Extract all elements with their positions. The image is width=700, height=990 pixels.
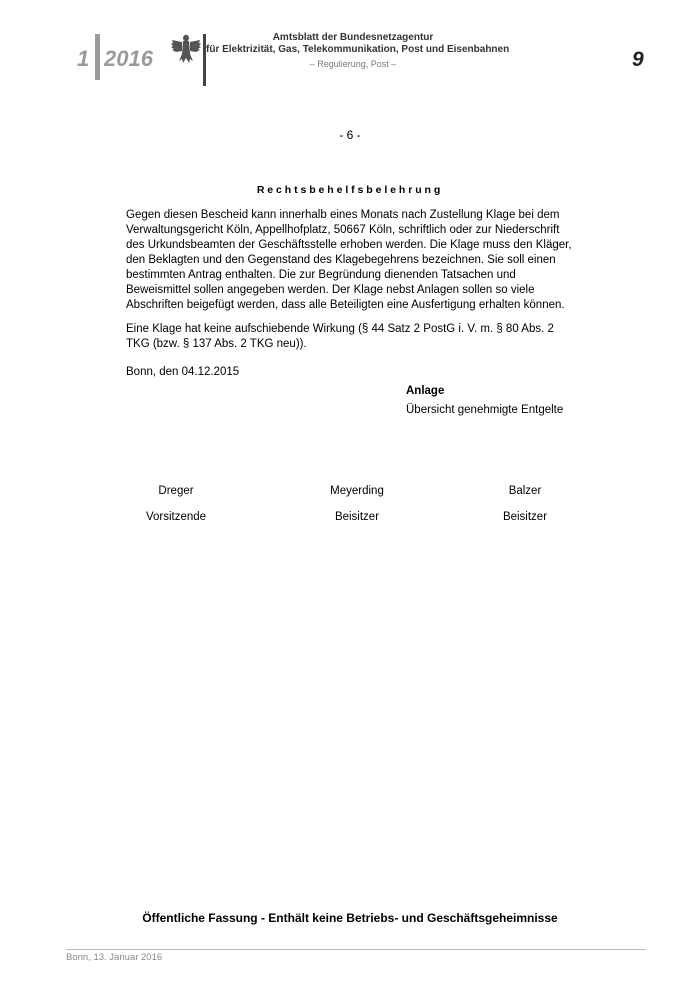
- attachment-title: Anlage: [406, 385, 445, 397]
- suspensive-effect-paragraph: Eine Klage hat keine aufschiebende Wirkung (§ 44 Satz 2 PostG i. V. m. § 80 Abs. 2 TKG (bzw. § 137 Abs. 2 TKG neu)).: [126, 323, 554, 350]
- public-version-note: Öffentliche Fassung - Enthält keine Betriebs- und Geschäftsgeheimnisse: [142, 911, 558, 925]
- signatory-role: Beisitzer: [502, 511, 548, 523]
- issue-year: 2016: [104, 46, 153, 71]
- issue-number: 1: [77, 46, 90, 71]
- attachment-description: Übersicht genehmigte Entgelte: [406, 404, 564, 416]
- internal-page-marker: - 6 -: [339, 128, 361, 142]
- legal-remedy-paragraph: Gegen diesen Bescheid kann innerhalb eines Monats nach Zustellung Klage bei dem Verwaltungsgericht Köln, Appellhofplatz, 50667 Köln, schriftlich oder zur Niederschrift des Urkundsbeamten der Geschäftsstelle erhoben werden. Die Klage muss den Kläger, den Beklagten und den Gegenstand des Klagebegehrens bezeichnen. Sie soll einen bestimmten Antrag enthalten. Die zur Begründung dienenden Tatsachen und Beweismittel sollen angegeben werden. Der Klage nebst Anlagen sollen so viele Abschriften beigefügt werden, dass alle Beteiligten eine Ausfertigung erhalten können.: [126, 209, 572, 311]
- footer-date: Bonn, 13. Januar 2016: [66, 952, 163, 963]
- gazette-section: – Regulierung, Post –: [309, 59, 397, 69]
- footer-divider: [66, 949, 646, 950]
- gazette-title: Amtsblatt der Bundesnetzagentur: [272, 32, 434, 43]
- signatory-name: Meyerding: [330, 485, 384, 497]
- gazette-subtitle: für Elektrizität, Gas, Telekommunikation, Post und Eisenbahnen: [206, 44, 510, 55]
- signatory-role: Beisitzer: [334, 511, 380, 523]
- signatory-role: Vorsitzende: [145, 511, 207, 523]
- signatory-name: Balzer: [508, 485, 542, 497]
- signatory-name: Dreger: [158, 485, 194, 497]
- header-divider-bar: [95, 34, 100, 80]
- page-number: 9: [632, 48, 644, 71]
- place-date: Bonn, den 04.12.2015: [126, 366, 240, 378]
- federal-eagle-icon: [170, 32, 202, 66]
- section-heading: Rechtsbehelfsbelehrung: [256, 184, 444, 196]
